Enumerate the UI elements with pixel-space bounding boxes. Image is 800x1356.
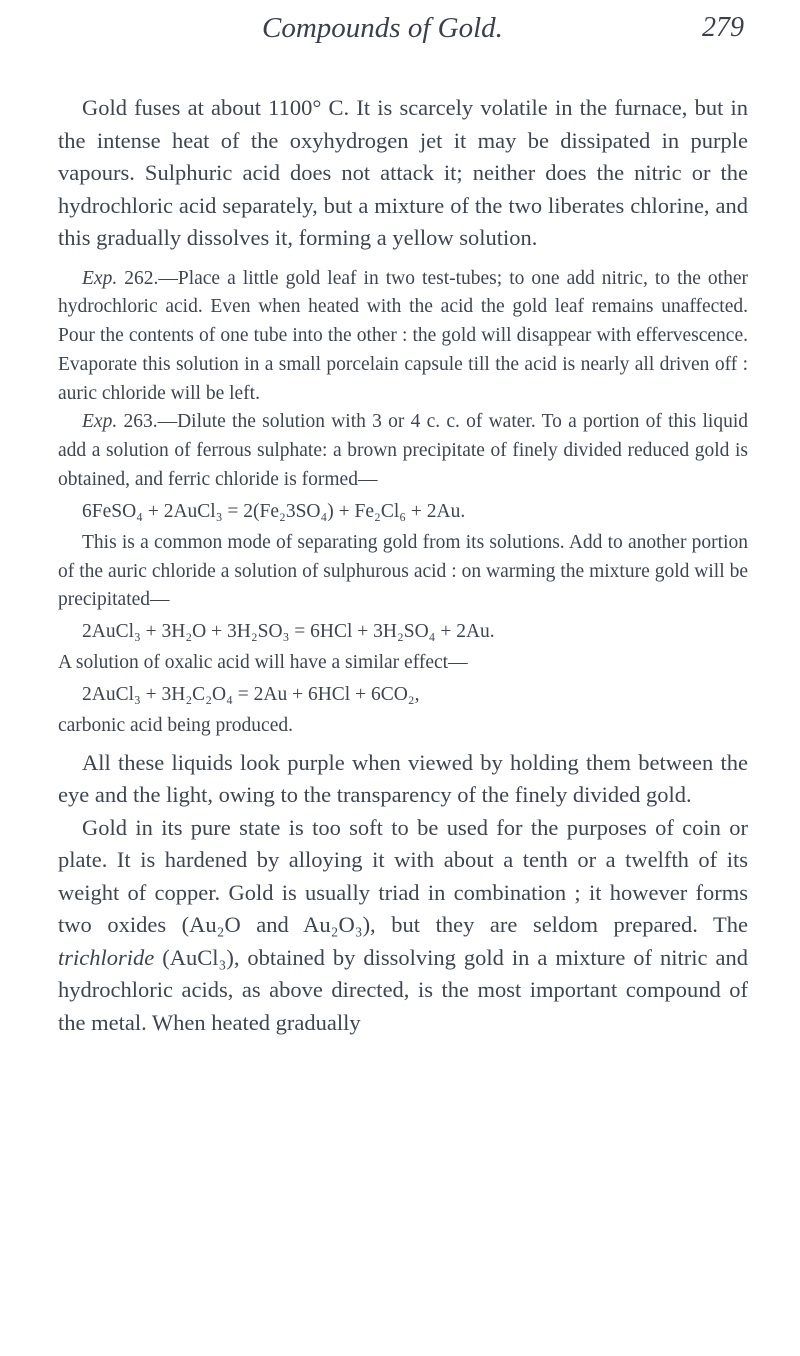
exp-262-text: 262.—Place a little gold leaf in two test-tubes; to one add nitric, to the other hydrochloric acid. Even when heated with the acid the gold leaf remains unaffected. Pour the contents of one tube into the other : the gold will disappear with effervescence. Evaporate this solution in a small porcelain capsule till the acid is nearly all driven off : auric chloride will be left.: [58, 267, 748, 404]
exp-263-label: Exp.: [82, 411, 118, 433]
paragraph-oxalic: A solution of oxalic acid will have a similar effect—: [58, 652, 468, 674]
alloy-text-before: Gold in its pure state is too soft to be used for the purposes of coin or plate. It is hardened by alloying it with about a tenth or a twelfth of its weight of copper. Gold is usually triad in combination ; it however forms two oxides (Au₂O and Au₂O₃), but they are seldom prepared. The: [58, 814, 748, 938]
paragraph-purple-liquids: All these liquids look purple when viewed by holding them between the eye and the light, owing to the transparency of the finely divided gold.: [58, 749, 748, 808]
equation-sulphurous-acid: 2AuCl₃ + 3H₂O + 3H₂SO₃ = 6HCl + 3H₂SO₄ + 2Au.: [82, 621, 495, 643]
equation-oxalic-acid: 2AuCl₃ + 3H₂C₂O₄ = 2Au + 6HCl + 6CO₂,: [82, 684, 420, 706]
equation-ferrous-sulphate: 6FeSO₄ + 2AuCl₃ = 2(Fe₂3SO₄) + Fe₂Cl₆ + 2Au.: [82, 500, 466, 522]
running-head: Compounds of Gold.: [262, 12, 503, 44]
alloy-text-after: (AuCl₃), obtained by dissolving gold in a mixture of nitric and hydrochloric acids, as above directed, is the most important compound of the metal. When heated gradually: [58, 944, 748, 1035]
trichloride-term: trichloride: [58, 944, 155, 970]
paragraph-gold-alloy: [58, 812, 748, 1040]
paragraph-exp-263: [58, 408, 748, 494]
exp-262-label: Exp.: [82, 267, 118, 289]
body-text: [58, 92, 748, 1039]
exp-263-text: 263.—Dilute the solution with 3 or 4 c. c. of water. To a portion of this liquid add a solution of ferrous sulphate: a brown precipitate of finely divided reduced gold is obtained, and ferric chloride is formed—: [58, 411, 748, 491]
paragraph-gold-fusion: Gold fuses at about 1100° C. It is scarcely volatile in the furnace, but in the intense heat of the oxyhydrogen jet it may be dissipated in purple vapours. Sulphuric acid does not attack it; neither does the nitric or the hydrochloric acid separately, but a mixture of the two liberates chlorine, and this gradually dissolves it, forming a yellow solution.: [58, 95, 748, 250]
paragraph-exp-262: [58, 265, 748, 409]
page-number: 279: [702, 12, 744, 43]
paragraph-carbonic: carbonic acid being produced.: [58, 715, 293, 737]
paragraph-common-mode: This is a common mode of separating gold from its solutions. Add to another portion of the auric chloride a solution of sulphurous acid : on warming the mixture gold will be precipitated—: [58, 531, 748, 611]
